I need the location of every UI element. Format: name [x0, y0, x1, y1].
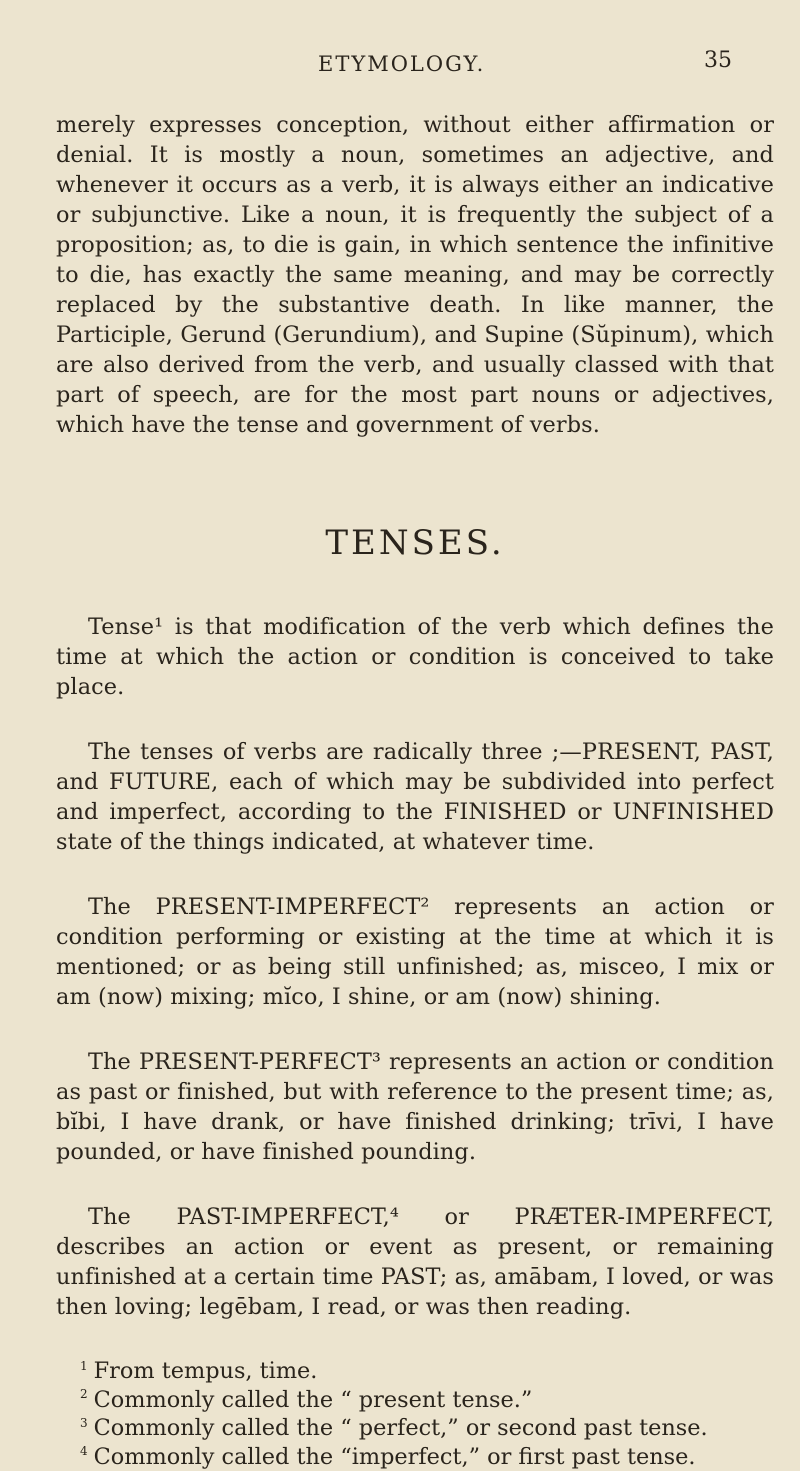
section-heading: TENSES.	[56, 523, 774, 563]
footnote-mark: 1	[80, 1359, 88, 1373]
footnote-text: Commonly called the “ perfect,” or second past tense.	[94, 1415, 708, 1441]
footnote-mark: 3	[80, 1416, 88, 1430]
page-number: 35	[704, 48, 732, 73]
footnote-mark: 2	[80, 1387, 88, 1401]
paragraph-past-imperfect: The PAST-IMPERFECT,⁴ or PRÆTER-IMPERFECT, describes an action or event as present, or remaining unfinished at a certain time PAST; as, amābam, I loved, or was then loving; legēbam, I read, or was then reading.	[56, 1202, 774, 1322]
footnote-text: Commonly called the “ present tense.”	[94, 1387, 533, 1413]
footnote	[56, 1357, 774, 1386]
footnote-mark: 4	[80, 1444, 88, 1458]
page-body	[56, 110, 774, 1471]
running-head: ETYMOLOGY.	[318, 52, 485, 76]
footnote	[56, 1386, 774, 1415]
footnote	[56, 1414, 774, 1443]
footnote-text: Commonly called the “imperfect,” or first past tense.	[94, 1444, 696, 1470]
paragraph-present-perfect: The PRESENT-PERFECT³ represents an action or condition as past or finished, but with reference to the present time; as, bĭbi, I have drank, or have finished drinking; trīvi, I have pounded, or have finished pounding.	[56, 1047, 774, 1167]
paragraph-tense-definition: Tense¹ is that modification of the verb which defines the time at which the action or condition is conceived to take place.	[56, 612, 774, 702]
paragraph-tense-kinds: The tenses of verbs are radically three ;—PRESENT, PAST, and FUTURE, each of which may be subdivided into perfect and imperfect, according to the FINISHED or UNFINISHED state of the things indicated, at whatever time.	[56, 737, 774, 857]
footnote	[56, 1443, 774, 1471]
paragraph-1: merely expresses conception, without either affirmation or denial. It is mostly a noun, sometimes an adjective, and whenever it occurs as a verb, it is always either an indicative or subjunctive. Like a noun, it is frequently the subject of a proposition; as, to die is gain, in which sentence the infinitive to die, has exactly the same meaning, and may be correctly replaced by the substantive death. In like manner, the Participle, Gerund (Gerundium), and Supine (Sŭpinum), which are also derived from the verb, and usually classed with that part of speech, are for the most part nouns or adjectives, which have the tense and government of verbs.	[56, 110, 774, 440]
page-header	[0, 52, 800, 82]
paragraph-present-imperfect: The PRESENT-IMPERFECT² represents an action or condition performing or existing at the time at which it is mentioned; or as being still unfinished; as, misceo, I mix or am (now) mixing; mĭco, I shine, or am (now) shining.	[56, 892, 774, 1012]
footnote-text: From tempus, time.	[94, 1358, 318, 1384]
footnotes	[56, 1357, 774, 1471]
